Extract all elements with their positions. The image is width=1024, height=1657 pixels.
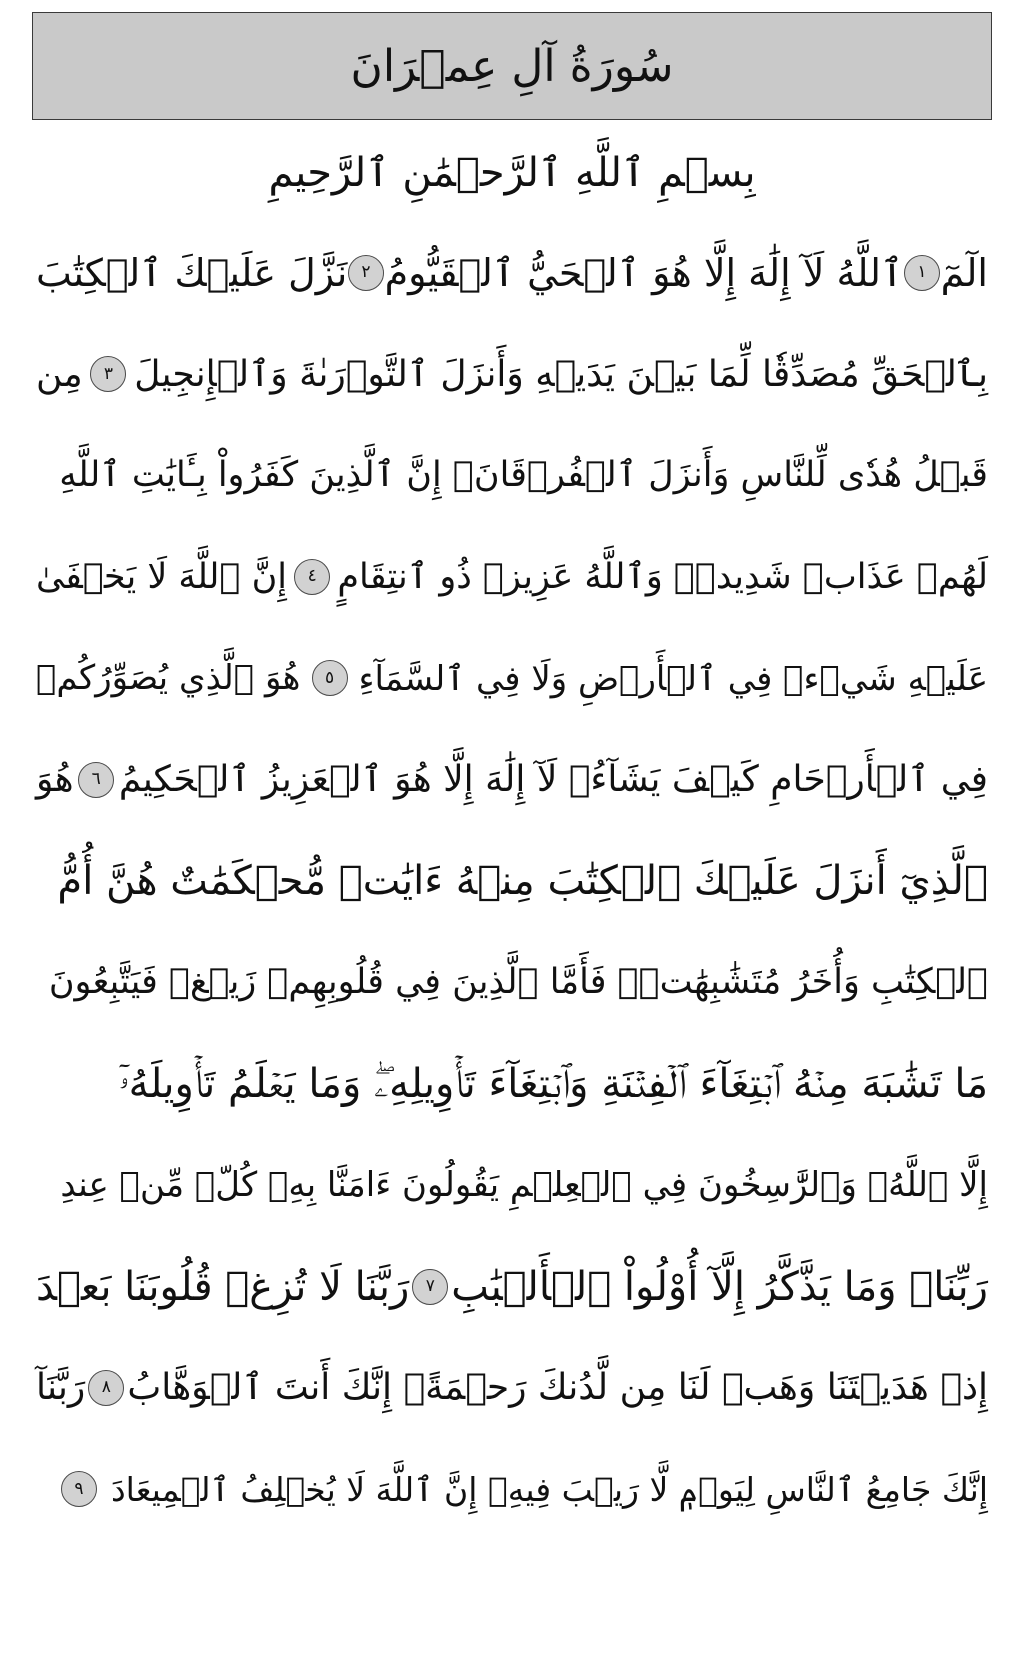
verse-text-segment: عَلَيۡهِ شَيۡءٞ فِي ٱلۡأَرۡضِ وَلَا فِي ٱلسَّمَآءِ xyxy=(358,658,988,699)
text-line xyxy=(36,323,988,424)
verse-text-segment: إِنَّ ٱللَّهَ لَا يَخۡفَىٰ xyxy=(36,556,287,597)
ayah-number-marker: ٣ xyxy=(90,356,126,392)
ayah-number-marker: ٦ xyxy=(78,762,114,798)
text-line xyxy=(36,526,988,627)
verse-text-segment: مَا تَشَٰبَهَ مِنۡهُ ٱبۡتِغَآءَ ٱلۡفِتۡنَةِ وَٱبۡتِغَآءَ تَأۡوِيلِهِۦۖ وَمَا يَعۡلَمُ تَأۡوِيلَهُۥٓ xyxy=(118,1060,988,1107)
verse-text-segment: ٱلَّذِيٓ أَنزَلَ عَلَيۡكَ ٱلۡكِتَٰبَ مِنۡهُ ءَايَٰتٞ مُّحۡكَمَٰتٌ هُنَّ أُمُّ xyxy=(57,858,988,905)
ayah-number-marker: ٥ xyxy=(312,660,348,696)
verse-text-segment: هُوَ xyxy=(36,759,74,801)
verse-text-segment: ٱللَّهُ لَآ إِلَٰهَ إِلَّا هُوَ ٱلۡحَيُّ ٱلۡقَيُّومُ xyxy=(384,250,904,295)
verse-text-segment: رَبَّنَآ xyxy=(36,1367,86,1409)
text-line xyxy=(36,1135,988,1236)
text-line xyxy=(36,1033,988,1134)
text-line xyxy=(36,932,988,1033)
text-line xyxy=(36,830,988,931)
verse-text-segment: إِذۡ هَدَيۡتَنَا وَهَبۡ لَنَا مِن لَّدُنكَ رَحۡمَةًۚ إِنَّكَ أَنتَ ٱلۡوَهَّابُ xyxy=(127,1367,988,1409)
text-line xyxy=(36,1337,988,1438)
surah-header-frame xyxy=(32,12,992,120)
ayah-number-marker: ٧ xyxy=(412,1269,448,1305)
text-line xyxy=(36,729,988,830)
verse-text-segment: رَبِّنَاۗ وَمَا يَذَّكَّرُ إِلَّآ أُوْلُواْ ٱلۡأَلۡبَٰبِ xyxy=(451,1263,988,1310)
verse-text-segment: ٱلۡكِتَٰبِ وَأُخَرُ مُتَشَٰبِهَٰتٞۖ فَأَمَّا ٱلَّذِينَ فِي قُلُوبِهِمۡ زَيۡغٞ فَيَتَّبِعُونَ xyxy=(48,962,988,1003)
verse-text-segment: هُوَ ٱلَّذِي يُصَوِّرُكُمۡ xyxy=(36,658,301,699)
verse-text-segment: قَبۡلُ هُدٗى لِّلنَّاسِ وَأَنزَلَ ٱلۡفُرۡقَانَۗ إِنَّ ٱلَّذِينَ كَفَرُواْ بِـَٔايَٰتِ ٱللَّهِ xyxy=(59,455,988,496)
ayah-number-marker: ٤ xyxy=(294,559,330,595)
verse-text-segment: الٓمٓ xyxy=(940,250,988,295)
surah-title: سُورَةُ آلِ عِمۡرَانَ xyxy=(350,40,674,92)
text-line xyxy=(36,628,988,729)
verse-text-segment: إِنَّكَ جَامِعُ ٱلنَّاسِ لِيَوۡمٖ لَّا رَيۡبَ فِيهِۚ إِنَّ ٱللَّهَ لَا يُخۡلِفُ ٱلۡمِيعَادَ xyxy=(110,1469,988,1509)
verse-text-segment: بِٱلۡحَقِّ مُصَدِّقٗا لِّمَا بَيۡنَ يَدَيۡهِ وَأَنزَلَ ٱلتَّوۡرَىٰةَ وَٱلۡإِنجِيلَ xyxy=(134,353,988,395)
ayah-number-marker: ٩ xyxy=(61,1471,97,1507)
verse-text-segment: إِلَّا ٱللَّهُۗ وَٱلرَّٰسِخُونَ فِي ٱلۡعِلۡمِ يَقُولُونَ ءَامَنَّا بِهِۦ كُلّٞ مِّنۡ عِندِ xyxy=(60,1165,988,1206)
ayah-number-marker: ٨ xyxy=(88,1370,124,1406)
text-line xyxy=(36,1236,988,1337)
ayah-number-marker: ١ xyxy=(904,255,940,291)
ayah-number-marker: ٢ xyxy=(348,255,384,291)
verse-text-segment: فِي ٱلۡأَرۡحَامِ كَيۡفَ يَشَآءُۚ لَآ إِلَٰهَ إِلَّا هُوَ ٱلۡعَزِيزُ ٱلۡحَكِيمُ xyxy=(118,759,988,801)
text-line xyxy=(36,425,988,526)
verse-text-segment: لَهُمۡ عَذَابٞ شَدِيدٞۗ وَٱللَّهُ عَزِيزٞ ذُو ٱنتِقَامٍ xyxy=(337,556,988,597)
text-line xyxy=(36,222,988,323)
verse-text-segment: نَزَّلَ عَلَيۡكَ ٱلۡكِتَٰبَ xyxy=(36,250,348,295)
verse-text-segment: رَبَّنَا لَا تُزِغۡ قُلُوبَنَا بَعۡدَ xyxy=(36,1263,410,1310)
text-line xyxy=(36,1439,988,1540)
mushaf-text-block xyxy=(36,222,988,1642)
verse-text-segment: مِن xyxy=(36,353,83,395)
basmala: بِسۡمِ ٱللَّهِ ٱلرَّحۡمَٰنِ ٱلرَّحِيمِ xyxy=(268,150,756,196)
